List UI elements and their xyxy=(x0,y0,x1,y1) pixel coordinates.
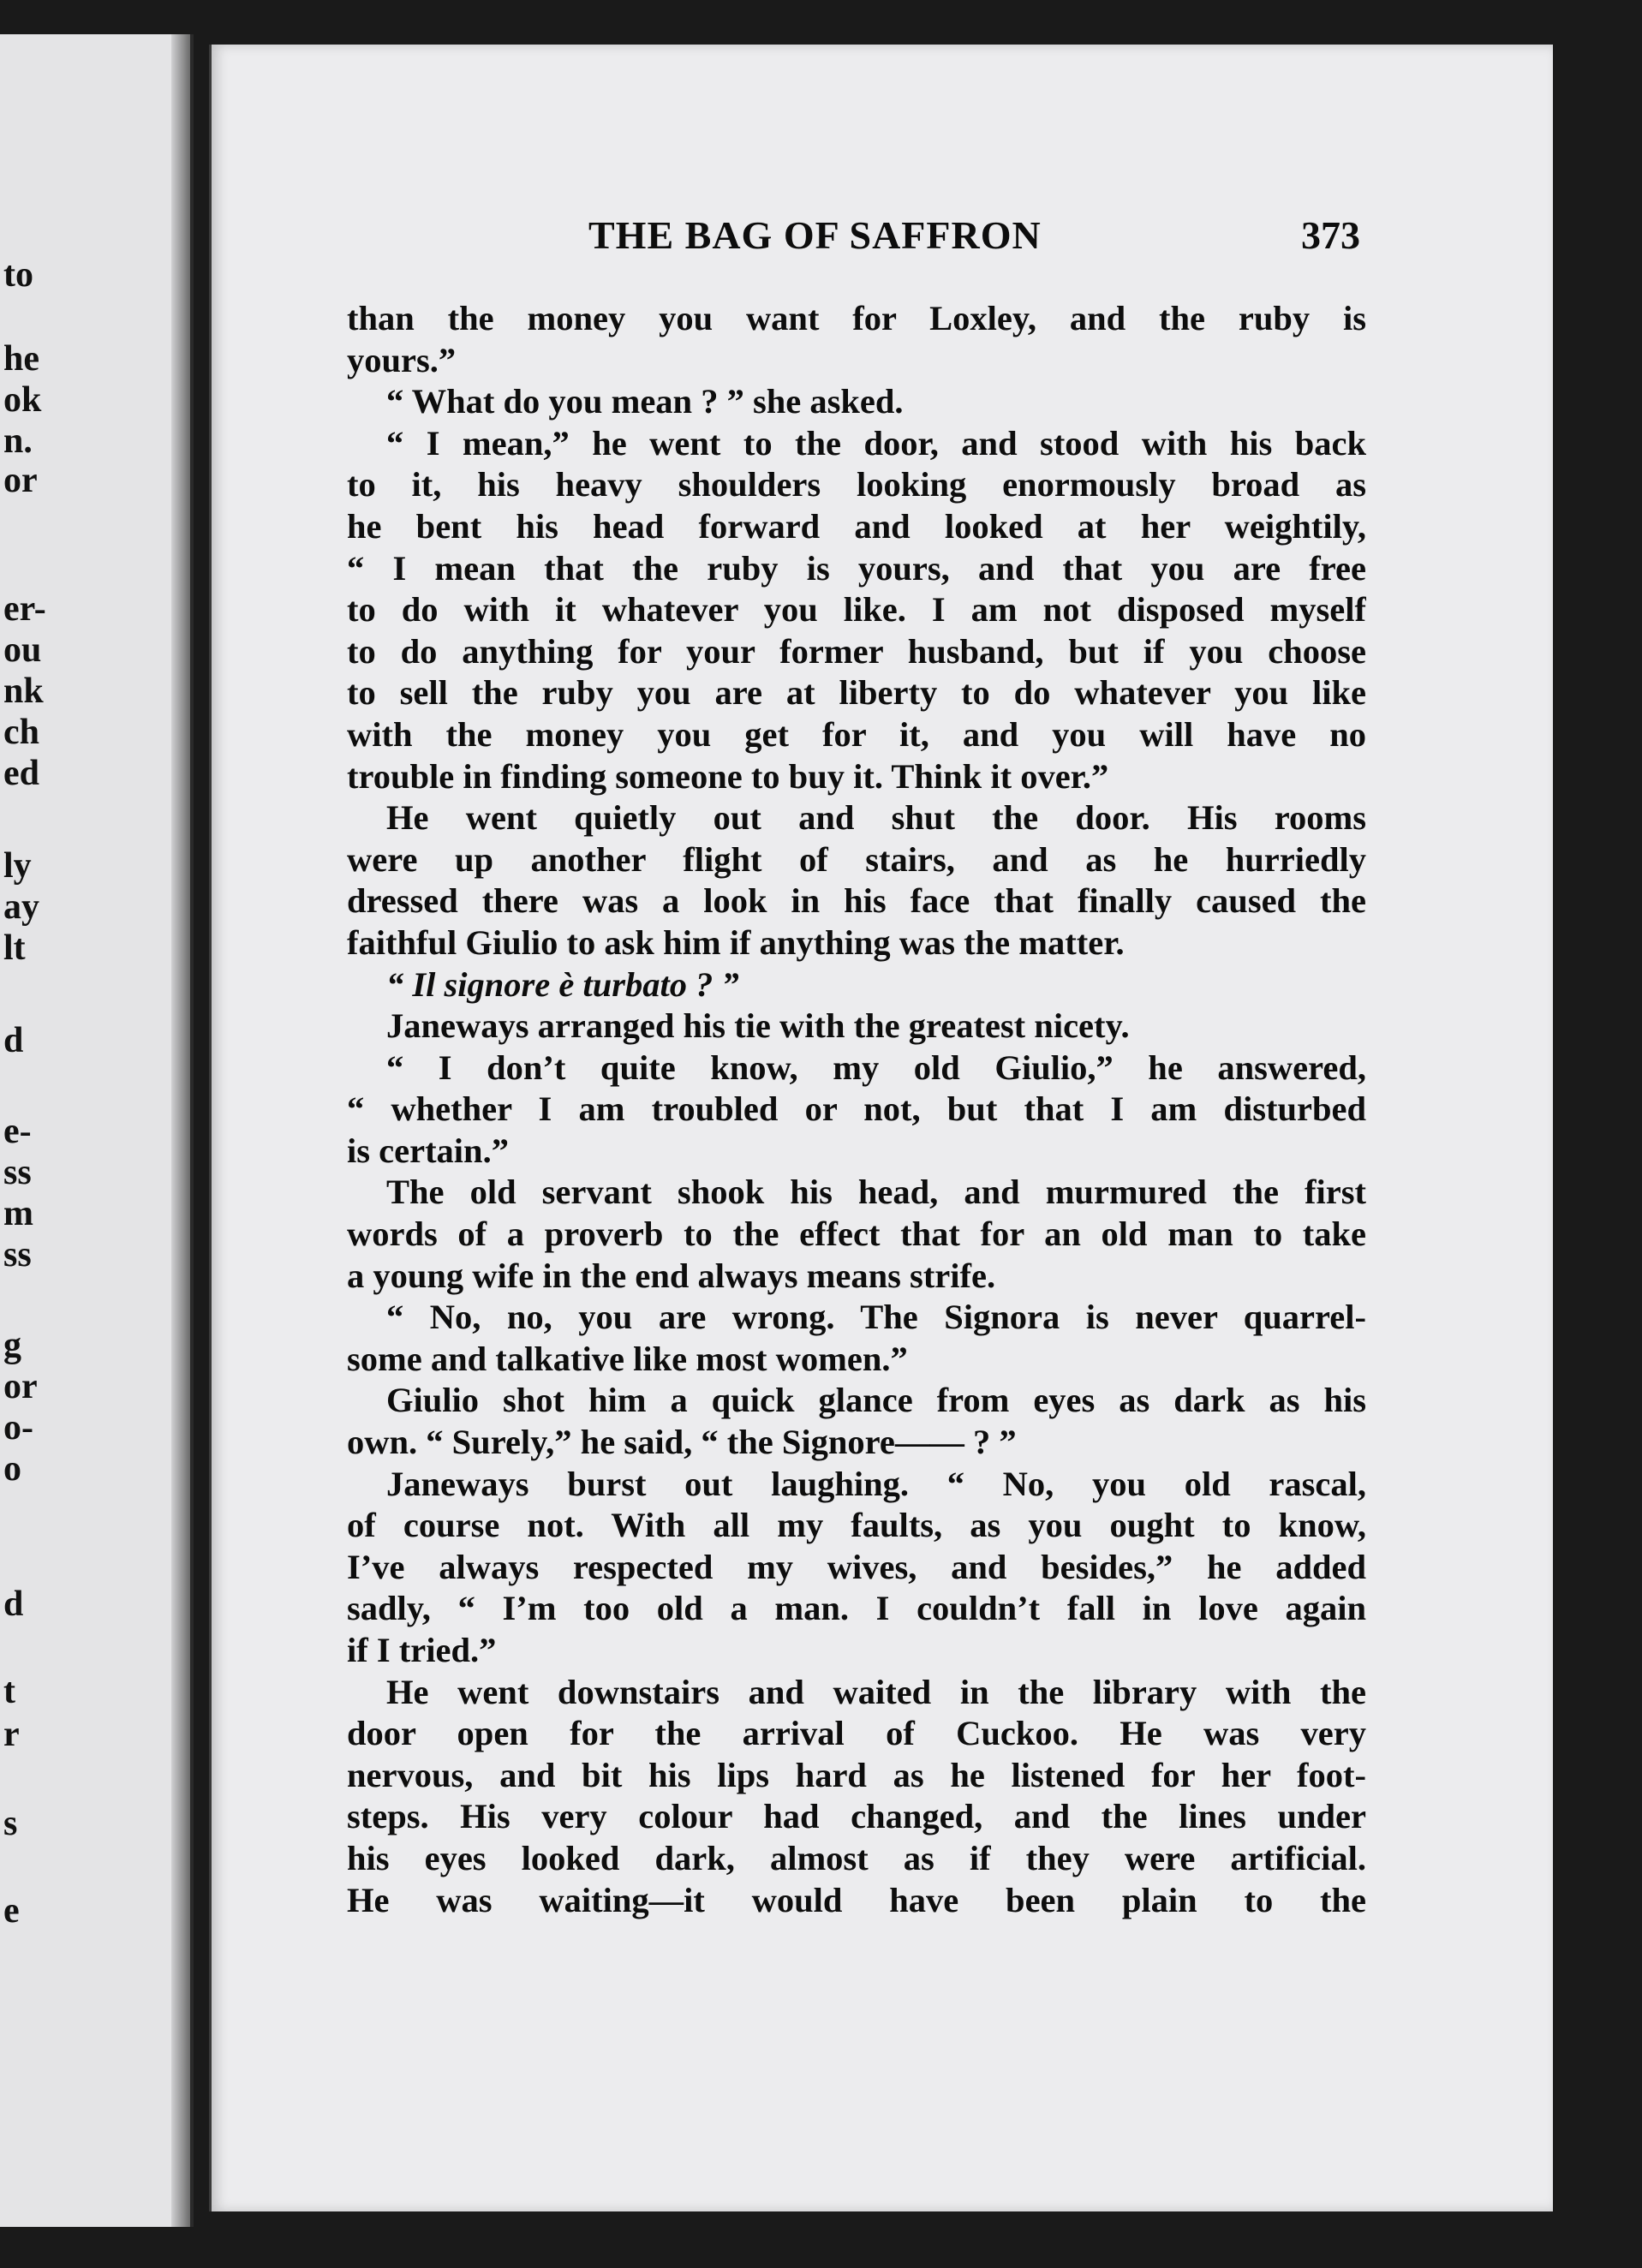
left-page-fragment: r xyxy=(3,1715,20,1754)
left-page-fragment: ok xyxy=(3,380,42,420)
left-page-fragment: ss xyxy=(3,1153,32,1192)
left-page-fragment: nk xyxy=(3,671,44,711)
text-line: Janeways arranged his tie with the greatest nicety. xyxy=(386,1006,1130,1046)
page-number: 373 xyxy=(1301,213,1360,257)
text-line: He went quietly out and shut the door. His rooms xyxy=(386,798,1366,838)
left-page-fragment: d xyxy=(3,1021,24,1060)
text-line: is certain.” xyxy=(347,1131,509,1170)
left-page-fragment: he xyxy=(3,339,39,379)
text-line: if I tried.” xyxy=(347,1631,497,1669)
text-line: Giulio shot him a quick glance from eyes as dark as his xyxy=(386,1381,1366,1420)
text-line: dressed there was a look in his face that finally caused the xyxy=(347,881,1366,921)
text-line: than the money you want for Loxley, and the ruby is xyxy=(347,299,1366,337)
left-page-fragment: m xyxy=(3,1194,33,1233)
body-text xyxy=(347,298,1366,1921)
text-line: I’ve always respected my wives, and besides,” he added xyxy=(347,1547,1366,1586)
left-page-fragment: ed xyxy=(3,754,39,793)
text-line: “ I mean,” he went to the door, and stood with his back xyxy=(386,423,1366,463)
left-page-fragment: s xyxy=(3,1804,18,1843)
left-page-fragment: t xyxy=(3,1672,15,1711)
left-page-fragment: o xyxy=(3,1449,21,1489)
left-page-fragment: lt xyxy=(3,928,26,968)
left-page-fragment: ay xyxy=(3,887,39,927)
text-line: “ whether I am troubled or not, but that I am disturbed xyxy=(347,1089,1366,1129)
text-line: “ What do you mean ? ” she asked. xyxy=(386,382,904,421)
left-page-fragment: ly xyxy=(3,846,32,886)
text-line: words of a proverb to the effect that for an old man to take xyxy=(347,1215,1366,1254)
text-line: to do with it whatever you like. I am not disposed myself xyxy=(347,590,1366,630)
text-line: faithful Giulio to ask him if anything was the matter. xyxy=(347,922,1125,962)
left-page-gutter xyxy=(171,34,190,2227)
left-page-fragment: ou xyxy=(3,630,42,670)
text-line: a young wife in the end always means strife. xyxy=(347,1256,996,1295)
text-line: “ I mean that the ruby is yours, and that you are free xyxy=(347,548,1366,588)
book-page xyxy=(209,45,1553,2211)
left-page-fragment: e xyxy=(3,1891,20,1931)
left-page-fragment: to xyxy=(3,255,33,295)
left-page-fragment: e- xyxy=(3,1112,32,1151)
left-page-fragment: ss xyxy=(3,1235,32,1274)
text-line: Janeways burst out laughing. “ No, you old rascal, xyxy=(386,1464,1366,1503)
left-page-fragment: d xyxy=(3,1585,24,1624)
text-line: were up another flight of stairs, and as he hurriedly xyxy=(347,839,1366,879)
running-title: THE BAG OF SAFFRON xyxy=(588,213,1042,257)
text-line: steps. His very colour had changed, and the lines under xyxy=(347,1797,1366,1836)
text-line: to it, his heavy shoulders looking enormously broad as xyxy=(347,465,1366,504)
left-page-fragment: er- xyxy=(3,589,46,629)
text-line: to sell the ruby you are at liberty to do whatever you like xyxy=(347,673,1366,713)
text-line: The old servant shook his head, and murmured the first xyxy=(386,1173,1366,1212)
running-head xyxy=(212,212,1553,264)
left-page-fragment: g xyxy=(3,1326,21,1365)
text-line: yours.” xyxy=(347,340,457,379)
text-line: to do anything for your former husband, but if you choose xyxy=(347,631,1366,671)
text-line: door open for the arrival of Cuckoo. He was very xyxy=(347,1714,1366,1753)
text-line: with the money you get for it, and you will have no xyxy=(347,714,1366,754)
text-line: some and talkative like most women.” xyxy=(347,1339,908,1378)
text-line: own. “ Surely,” he said, “ the Signore—— ? ” xyxy=(347,1423,1017,1462)
text-line: He went downstairs and waited in the library with the xyxy=(386,1672,1366,1711)
left-page-fragment: o- xyxy=(3,1408,33,1447)
left-page-fragment: or xyxy=(3,461,38,500)
text-line: sadly, “ I’m too old a man. I couldn’t fall in love again xyxy=(347,1589,1366,1628)
left-page-fragment: ch xyxy=(3,713,39,752)
text-line: he bent his head forward and looked at her weightily, xyxy=(347,506,1366,546)
text-line: “ No, no, you are wrong. The Signora is never quarrel- xyxy=(386,1298,1366,1337)
left-facing-page xyxy=(0,34,194,2227)
left-page-fragment: n. xyxy=(3,421,33,461)
text-line: of course not. With all my faults, as you ought to know, xyxy=(347,1506,1366,1545)
text-line: “ Il signore è turbato ? ” xyxy=(386,964,739,1004)
left-page-fragment: or xyxy=(3,1367,38,1406)
text-line: He was waiting—it would have been plain to the xyxy=(347,1880,1366,1919)
text-line: “ I don’t quite know, my old Giulio,” he answered, xyxy=(386,1047,1366,1087)
text-line: his eyes looked dark, almost as if they were artificial. xyxy=(347,1838,1366,1877)
text-line: nervous, and bit his lips hard as he listened for her foot- xyxy=(347,1755,1366,1794)
text-line: trouble in finding someone to buy it. Think it over.” xyxy=(347,756,1109,796)
